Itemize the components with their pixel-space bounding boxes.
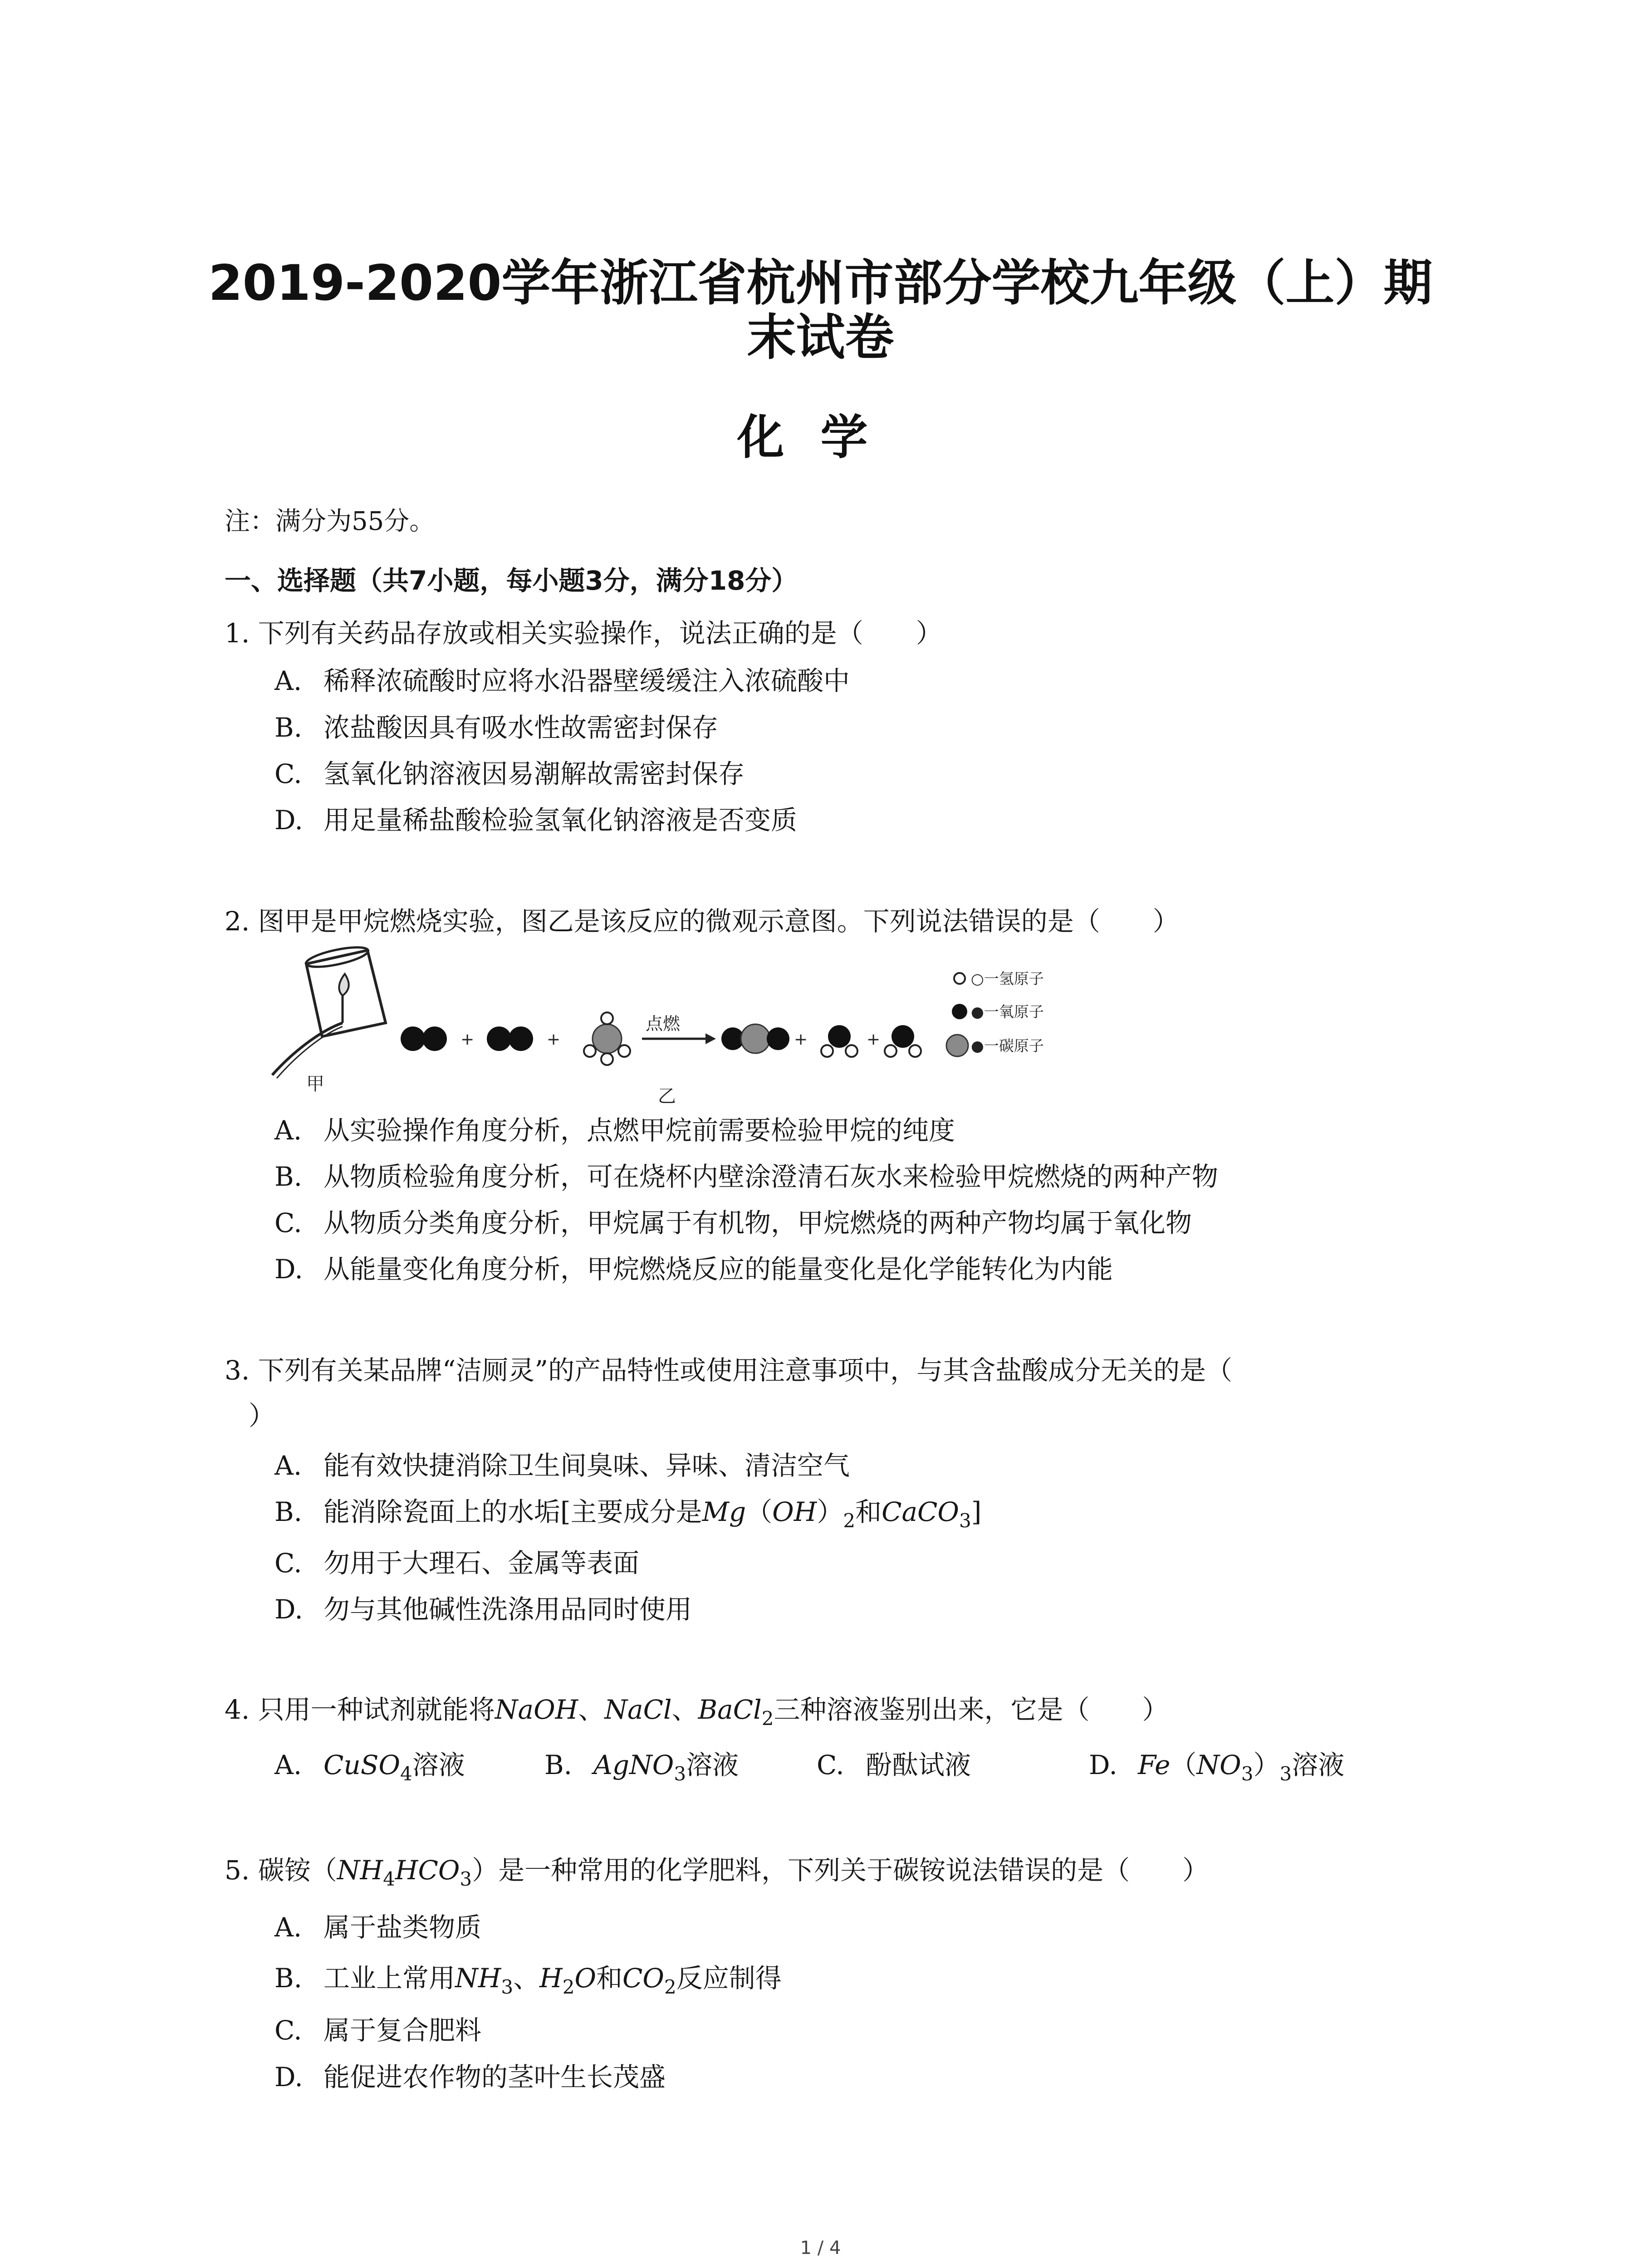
q1-option-a[interactable] bbox=[274, 665, 850, 697]
q2-option-c[interactable] bbox=[274, 1207, 1192, 1239]
question-text: 碳铵（ bbox=[258, 1855, 337, 1886]
hydrogen-atom-swatch bbox=[954, 973, 965, 984]
separator: 、 bbox=[513, 1963, 540, 1994]
formula: O bbox=[574, 1963, 596, 1994]
page-title-line1: 2019-2020学年浙江省杭州市部分学校九年级（上）期 bbox=[208, 255, 1433, 312]
q3-option-b[interactable] bbox=[274, 1496, 982, 1532]
option-letter: B. bbox=[544, 1750, 573, 1780]
methane-combustion-figure bbox=[263, 946, 1102, 1109]
subscript: 2 bbox=[761, 1707, 774, 1730]
q4-option-d[interactable] bbox=[1089, 1749, 1345, 1785]
subscript: 3 bbox=[1241, 1763, 1254, 1785]
option-letter: B. bbox=[274, 1161, 303, 1192]
option-text: ] bbox=[971, 1496, 982, 1527]
option-text: 能促进农作物的茎叶生长茂盛 bbox=[323, 2062, 666, 2092]
water-molecule bbox=[885, 1025, 921, 1057]
inverted-beaker-apparatus bbox=[272, 946, 386, 1078]
option-letter: D. bbox=[274, 1254, 303, 1285]
plus-sign: + bbox=[867, 1030, 881, 1049]
question-2-stem bbox=[225, 905, 1179, 938]
option-text: 溶液 bbox=[412, 1750, 465, 1780]
option-letter: B. bbox=[274, 1963, 303, 1994]
formula: CuSO bbox=[323, 1750, 401, 1780]
question-number: 3. bbox=[225, 1355, 250, 1386]
carbon-dioxide-molecule bbox=[721, 1024, 789, 1053]
legend-carbon: ●一碳原子 bbox=[971, 1037, 1044, 1055]
q2-option-b[interactable] bbox=[274, 1160, 1218, 1193]
option-text: 勿用于大理石、金属等表面 bbox=[323, 1548, 640, 1579]
formula: Fe bbox=[1138, 1750, 1171, 1780]
paren: ） bbox=[1253, 1750, 1280, 1780]
option-text: 浓盐酸因具有吸水性故需密封保存 bbox=[323, 712, 719, 743]
subscript: 3 bbox=[501, 1976, 514, 1998]
question-text: 下列有关药品存放或相关实验操作，说法正确的是（ ） bbox=[258, 618, 942, 649]
question-1-stem bbox=[225, 617, 942, 650]
plus-sign: + bbox=[794, 1030, 808, 1049]
option-text: 属于复合肥料 bbox=[323, 2015, 482, 2046]
q3-option-c[interactable] bbox=[274, 1547, 639, 1579]
question-number: 2. bbox=[225, 906, 250, 937]
option-letter: C. bbox=[274, 1207, 302, 1238]
q4-option-a[interactable] bbox=[274, 1749, 465, 1785]
option-text: 稀释浓硫酸时应将水沿器壁缓缓注入浓硫酸中 bbox=[323, 665, 850, 696]
section-heading: 一、选择题（共7小题，每小题3分，满分18分） bbox=[225, 565, 798, 596]
option-letter: A. bbox=[274, 1750, 302, 1780]
question-3-stem bbox=[225, 1354, 1232, 1387]
option-letter: A. bbox=[274, 1115, 302, 1146]
option-letter: C. bbox=[274, 2015, 302, 2046]
option-text: 反应制得 bbox=[676, 1963, 782, 1994]
formula: HCO bbox=[395, 1855, 460, 1886]
legend-oxygen: ●一氧原子 bbox=[971, 1003, 1044, 1021]
option-text: 用足量稀盐酸检验氢氧化钠溶液是否变质 bbox=[323, 805, 798, 836]
option-text: 和 bbox=[855, 1496, 882, 1527]
q1-option-b[interactable] bbox=[274, 711, 718, 744]
subscript: 2 bbox=[843, 1510, 856, 1532]
formula: NaOH bbox=[495, 1694, 578, 1725]
option-letter: C. bbox=[274, 1548, 302, 1579]
q3-option-a[interactable] bbox=[274, 1449, 850, 1482]
formula: NH bbox=[337, 1855, 383, 1886]
option-text: 属于盐类物质 bbox=[323, 1912, 482, 1943]
formula: AgNO bbox=[593, 1750, 674, 1780]
question-text-line1: 下列有关某品牌“洁厕灵”的产品特性或使用注意事项中，与其含盐酸成分无关的是（ bbox=[258, 1355, 1233, 1386]
subscript: 4 bbox=[400, 1763, 412, 1785]
question-text: ）是一种常用的化学肥料，下列关于碳铵说法错误的是（ ） bbox=[472, 1855, 1209, 1886]
figure-label-jia: 甲 bbox=[306, 1074, 324, 1095]
q5-option-d[interactable] bbox=[274, 2061, 666, 2093]
oxygen-molecule bbox=[401, 1026, 447, 1051]
option-letter: A. bbox=[274, 1450, 302, 1481]
formula: CO bbox=[622, 1963, 664, 1994]
option-text: 溶液 bbox=[1292, 1750, 1345, 1780]
page-number: 1 / 4 bbox=[800, 2238, 841, 2258]
oxygen-atom-swatch bbox=[952, 1004, 967, 1019]
q4-option-b[interactable] bbox=[544, 1749, 739, 1785]
q3-option-d[interactable] bbox=[274, 1593, 692, 1626]
option-letter: D. bbox=[1089, 1750, 1117, 1780]
formula: Mg bbox=[702, 1496, 746, 1527]
option-text: 酚酞试液 bbox=[866, 1750, 971, 1780]
page-title-line2: 末试卷 bbox=[747, 309, 894, 366]
option-text: 从物质检验角度分析，可在烧杯内壁涂澄清石灰水来检验甲烷燃烧的两种产物 bbox=[323, 1161, 1219, 1192]
option-letter: B. bbox=[274, 712, 303, 743]
q5-option-b[interactable] bbox=[274, 1962, 782, 1998]
option-letter: C. bbox=[817, 1750, 844, 1780]
water-molecule bbox=[821, 1025, 857, 1057]
subscript: 3 bbox=[1279, 1763, 1292, 1785]
option-text: 能有效快捷消除卫生间臭味、异味、清洁空气 bbox=[323, 1450, 850, 1481]
subscript: 3 bbox=[959, 1510, 971, 1532]
plus-sign: + bbox=[460, 1030, 475, 1049]
subject-heading: 化学 bbox=[737, 410, 904, 465]
option-text: 从能量变化角度分析，甲烷燃烧反应的能量变化是化学能转化为内能 bbox=[323, 1254, 1113, 1285]
question-number: 1. bbox=[225, 618, 250, 649]
q1-option-d[interactable] bbox=[274, 804, 797, 836]
option-text: 勿与其他碱性洗涤用品同时使用 bbox=[323, 1594, 692, 1625]
q2-option-a[interactable] bbox=[274, 1114, 955, 1147]
q5-option-c[interactable] bbox=[274, 2014, 481, 2047]
reaction-arrow bbox=[642, 1033, 716, 1044]
question-number: 5. bbox=[225, 1855, 250, 1886]
question-number: 4. bbox=[225, 1694, 250, 1725]
separator: 、 bbox=[578, 1694, 605, 1725]
formula: BaCl bbox=[698, 1694, 762, 1725]
formula: H bbox=[539, 1963, 563, 1994]
question-text: 三种溶液鉴别出来，它是（ ） bbox=[774, 1694, 1169, 1725]
subscript: 3 bbox=[674, 1763, 686, 1785]
option-letter: C. bbox=[274, 758, 302, 789]
question-text: 图甲是甲烷燃烧实验，图乙是该反应的微观示意图。下列说法错误的是（ ） bbox=[258, 906, 1179, 937]
paren: ） bbox=[817, 1496, 843, 1527]
subscript: 4 bbox=[383, 1868, 395, 1890]
subscript: 3 bbox=[460, 1868, 472, 1890]
score-note: 注：满分为55分。 bbox=[225, 507, 435, 536]
option-text: 氢氧化钠溶液因易潮解故需密封保存 bbox=[323, 758, 745, 789]
separator: 、 bbox=[671, 1694, 698, 1725]
arrow-label-ignite: 点燃 bbox=[646, 1014, 681, 1034]
option-letter: D. bbox=[274, 2062, 303, 2092]
methane-molecule bbox=[584, 1012, 630, 1065]
question-5-stem bbox=[225, 1854, 1209, 1890]
figure-label-yi: 乙 bbox=[658, 1086, 676, 1107]
formula: CaCO bbox=[882, 1496, 959, 1527]
option-text: 从实验操作角度分析，点燃甲烷前需要检验甲烷的纯度 bbox=[323, 1115, 955, 1146]
formula: NH bbox=[455, 1963, 501, 1994]
option-letter: B. bbox=[274, 1496, 303, 1527]
question-3-stem-cont: ） bbox=[249, 1400, 275, 1431]
option-text: 能消除瓷面上的水垢[主要成分是 bbox=[323, 1496, 702, 1527]
q4-option-c[interactable] bbox=[817, 1749, 971, 1781]
paren: （ bbox=[746, 1496, 773, 1527]
option-text: 和 bbox=[596, 1963, 623, 1994]
carbon-atom-swatch bbox=[946, 1035, 968, 1056]
option-letter: D. bbox=[274, 1594, 303, 1625]
option-letter: D. bbox=[274, 805, 303, 836]
option-text: 溶液 bbox=[686, 1750, 739, 1780]
formula: NaCl bbox=[604, 1694, 672, 1725]
question-text: 只用一种试剂就能将 bbox=[258, 1694, 495, 1725]
question-4-stem bbox=[225, 1693, 1169, 1730]
atom-legend bbox=[946, 970, 1044, 1056]
plus-sign: + bbox=[547, 1030, 561, 1049]
q5-option-a[interactable] bbox=[274, 1911, 481, 1944]
option-text: 从物质分类角度分析，甲烷属于有机物，甲烷燃烧的两种产物均属于氧化物 bbox=[323, 1207, 1192, 1238]
formula: NO bbox=[1196, 1750, 1241, 1780]
q1-option-c[interactable] bbox=[274, 758, 745, 790]
option-letter: A. bbox=[274, 1912, 302, 1943]
option-text: 工业上常用 bbox=[323, 1963, 456, 1994]
legend-hydrogen: ○一氢原子 bbox=[971, 970, 1044, 987]
subscript: 2 bbox=[562, 1976, 575, 1998]
option-letter: A. bbox=[274, 665, 302, 696]
q2-option-d[interactable] bbox=[274, 1253, 1113, 1286]
oxygen-molecule bbox=[487, 1026, 533, 1051]
paren: （ bbox=[1170, 1750, 1197, 1780]
formula: OH bbox=[772, 1496, 817, 1527]
subscript: 2 bbox=[664, 1976, 676, 1998]
